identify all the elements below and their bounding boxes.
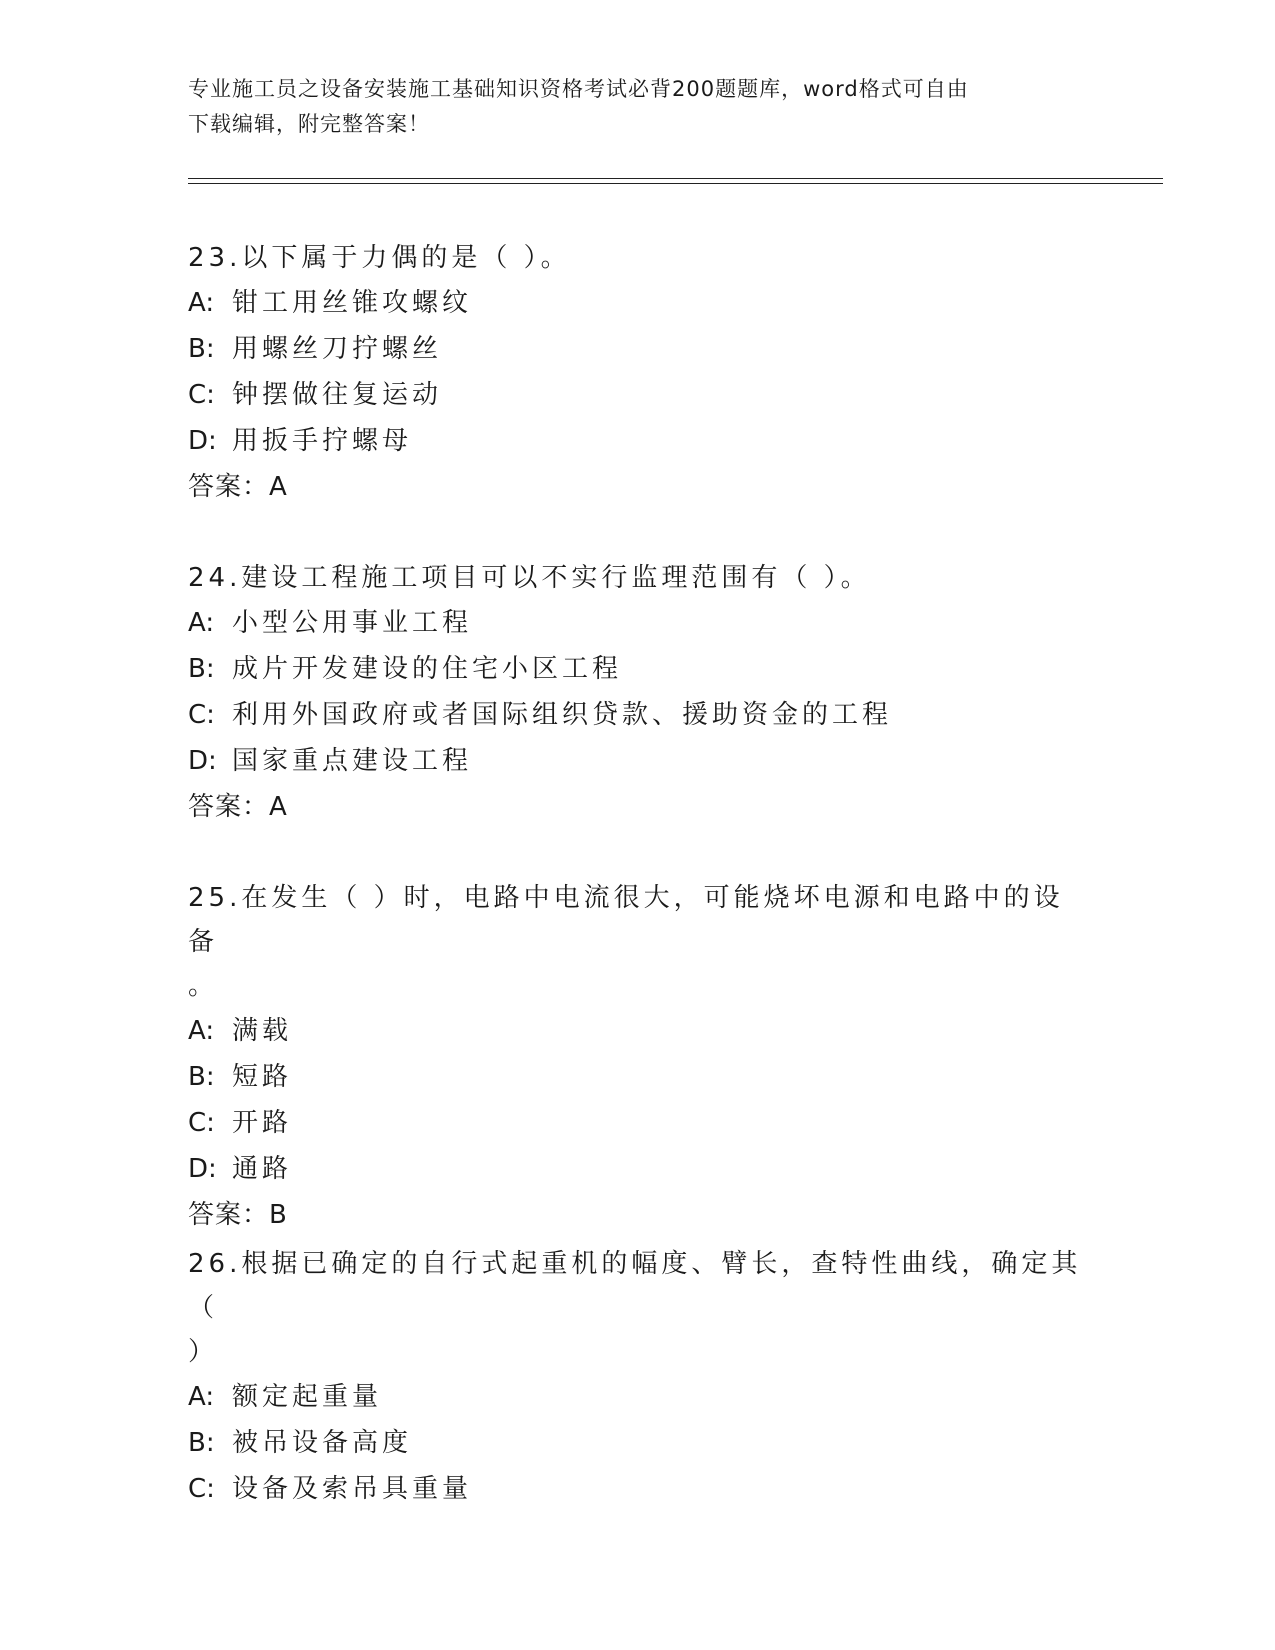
question-stem: 25.在发生（ ）时，电路中电流很大，可能烧坏电源和电路中的设备	[188, 883, 1064, 957]
option-c	[188, 692, 1088, 738]
option-text: 用螺丝刀拧螺丝	[232, 334, 443, 364]
option-b	[188, 1054, 1088, 1100]
question-26	[188, 1242, 1088, 1512]
option-d	[188, 738, 1088, 784]
option-text: 小型公用事业工程	[232, 608, 473, 638]
option-text: 钟摆做往复运动	[232, 380, 443, 410]
option-text: 国家重点建设工程	[232, 746, 473, 776]
option-key: A:	[188, 1382, 215, 1412]
option-key: D:	[188, 746, 217, 776]
option-text: 通路	[232, 1154, 293, 1184]
option-a	[188, 1374, 1088, 1420]
option-b	[188, 326, 1088, 372]
option-key: B:	[188, 1062, 215, 1092]
option-text: 开路	[232, 1108, 293, 1138]
header-title-line-2: 下载编辑，附完整答案！	[188, 112, 430, 136]
question-24	[188, 556, 1088, 830]
option-text: 用扳手拧螺母	[232, 426, 413, 456]
option-key: C:	[188, 1108, 215, 1138]
option-key: B:	[188, 334, 215, 364]
option-b	[188, 646, 1088, 692]
option-key: C:	[188, 700, 215, 730]
question-stem: 23.以下属于力偶的是（ ）。	[188, 243, 571, 273]
option-a	[188, 280, 1088, 326]
option-text: 满载	[232, 1016, 293, 1046]
option-a	[188, 1008, 1088, 1054]
answer-line: 答案：B	[188, 1200, 288, 1230]
question-stem: 26.根据已确定的自行式起重机的幅度、臂长，查特性曲线，确定其（	[188, 1249, 1082, 1323]
option-c	[188, 372, 1088, 418]
question-stem-continuation: 。	[188, 971, 219, 1001]
option-key: A:	[188, 288, 215, 318]
document-header	[188, 72, 1088, 142]
option-key: C:	[188, 380, 215, 410]
option-a	[188, 600, 1088, 646]
option-text: 短路	[232, 1062, 293, 1092]
option-d	[188, 1146, 1088, 1192]
option-text: 被吊设备高度	[232, 1428, 413, 1458]
header-divider-top	[188, 178, 1163, 179]
option-text: 利用外国政府或者国际组织贷款、援助资金的工程	[232, 700, 893, 730]
option-b	[188, 1420, 1088, 1466]
option-text: 成片开发建设的住宅小区工程	[232, 654, 623, 684]
option-c	[188, 1100, 1088, 1146]
option-text: 钳工用丝锥攻螺纹	[232, 288, 473, 318]
option-key: B:	[188, 1428, 215, 1458]
option-text: 额定起重量	[232, 1382, 383, 1412]
question-stem: 24.建设工程施工项目可以不实行监理范围有（ ）。	[188, 563, 871, 593]
answer-line: 答案：A	[188, 792, 288, 822]
option-key: B:	[188, 654, 215, 684]
question-23	[188, 236, 1088, 510]
option-text: 设备及索吊具重量	[232, 1474, 473, 1504]
option-key: D:	[188, 426, 217, 456]
option-key: A:	[188, 608, 215, 638]
option-c	[188, 1466, 1088, 1512]
header-title-line-1: 专业施工员之设备安装施工基础知识资格考试必背200题题库，word格式可自由	[188, 77, 969, 101]
answer-line: 答案：A	[188, 472, 288, 502]
option-d	[188, 418, 1088, 464]
question-stem-continuation: ）	[188, 1337, 219, 1367]
option-key: A:	[188, 1016, 215, 1046]
header-divider-bottom	[188, 183, 1163, 184]
option-key: C:	[188, 1474, 215, 1504]
option-key: D:	[188, 1154, 217, 1184]
question-25	[188, 876, 1088, 1238]
